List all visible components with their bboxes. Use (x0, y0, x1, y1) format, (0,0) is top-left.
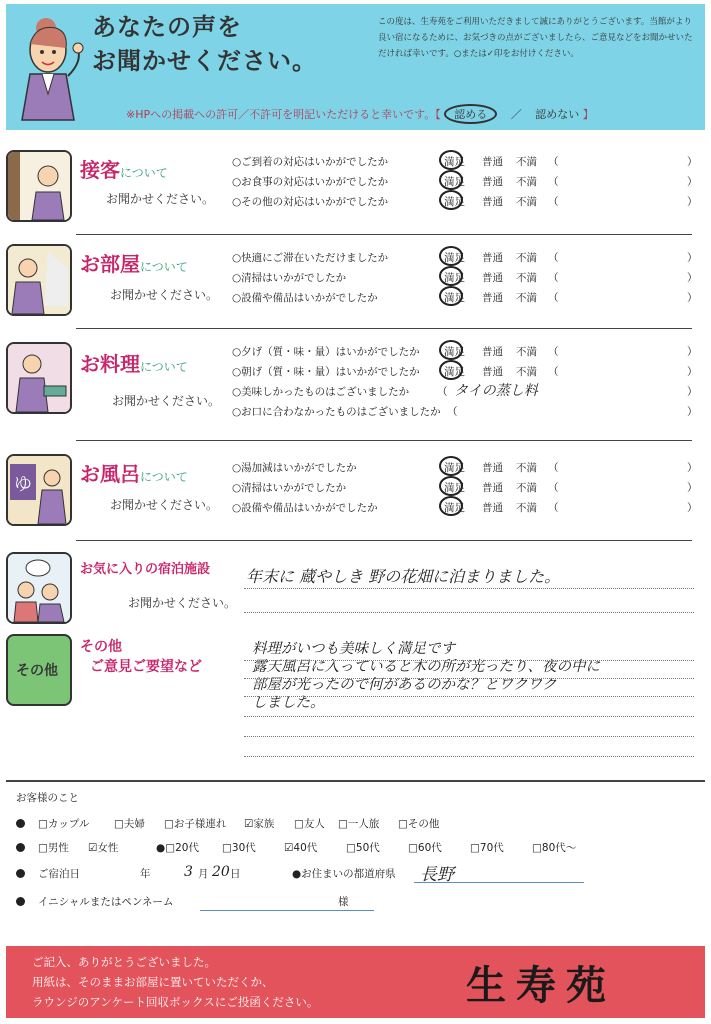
other-comments[interactable]: 料理がいつも美味しく満足です 露天風呂に入っていると木の所が光ったり、夜の中に 部屋が光ったので何があるのかな？とワクワク しました。 (252, 641, 600, 711)
favorite-answer[interactable]: 年末に 蔵やしき 野の花畑に泊まりました。 (246, 567, 561, 586)
companion-family[interactable]: ☑家族 (244, 818, 275, 830)
food-icon (6, 342, 72, 414)
age-80s[interactable]: □80代〜 (532, 842, 577, 854)
option-bad[interactable]: 不満 (516, 482, 537, 494)
option-good[interactable]: 満足 (444, 502, 465, 514)
question-row: ○朝げ（質・味・量）はいかがでしたか 満足 普通 不満 （ ） (232, 362, 702, 380)
service-title: 接客について (80, 158, 168, 182)
option-bad[interactable]: 不満 (516, 366, 537, 378)
question-row: ○夕げ（質・味・量）はいかがでしたか 満足 普通 不満 （ ） (232, 342, 702, 360)
brand-logo: 生寿苑 (466, 962, 616, 1009)
section-divider (76, 440, 692, 441)
option-bad[interactable]: 不満 (516, 156, 537, 168)
option-bad[interactable]: 不満 (516, 462, 537, 474)
answer-line (244, 736, 694, 737)
header-banner (6, 4, 705, 130)
question-row: ○湯加減はいかがでしたか 満足 普通 不満 （ ） (232, 458, 702, 476)
companion-children[interactable]: □お子様連れ (164, 818, 227, 830)
bath-icon (6, 454, 72, 526)
option-normal[interactable]: 普通 (482, 252, 503, 264)
age-50s[interactable]: □50代 (346, 842, 380, 854)
option-normal[interactable]: 普通 (482, 176, 503, 188)
initial-input[interactable] (200, 910, 374, 911)
option-good[interactable]: 満足 (444, 462, 465, 474)
stay-day-value[interactable]: 20 (212, 864, 230, 880)
option-normal[interactable]: 普通 (482, 156, 503, 168)
initial-row (16, 894, 696, 912)
option-good[interactable]: 満足 (444, 156, 465, 168)
option-good[interactable]: 満足 (444, 292, 465, 304)
option-good[interactable]: 満足 (444, 252, 465, 264)
section-divider (76, 540, 692, 541)
bath-title: お風呂について (80, 462, 188, 486)
age-60s[interactable]: □60代 (408, 842, 442, 854)
option-bad[interactable]: 不満 (516, 502, 537, 514)
question-row: ○設備や備品はいかがでしたか 満足 普通 不満 （ ） (232, 288, 702, 306)
option-normal[interactable]: 普通 (482, 292, 503, 304)
option-normal[interactable]: 普通 (482, 272, 503, 284)
room-subtitle: お聞かせください。 (110, 288, 219, 302)
customer-info (6, 780, 705, 940)
hostess-illustration-icon (16, 14, 88, 122)
option-normal[interactable]: 普通 (482, 196, 503, 208)
companion-other[interactable]: □その他 (398, 818, 440, 830)
option-normal[interactable]: 普通 (482, 502, 503, 514)
favorite-title: お気に入りの宿泊施設 (80, 562, 211, 577)
question-row: ○清掃はいかがでしたか 満足 普通 不満 （ ） (232, 478, 702, 496)
service-icon (6, 150, 72, 222)
question-row: ○お口に合わなかったものはございましたか （ ） (232, 406, 698, 418)
question-row: ○設備や備品はいかがでしたか 満足 普通 不満 （ ） (232, 498, 702, 516)
option-good[interactable]: 満足 (444, 346, 465, 358)
permit-end: 】 (582, 108, 594, 121)
companion-solo[interactable]: □一人旅 (338, 818, 380, 830)
svg-text:ゆ: ゆ (14, 474, 32, 495)
answer-line (244, 660, 694, 661)
bath-subtitle: お聞かせください。 (110, 498, 219, 512)
page-title (92, 10, 317, 78)
option-bad[interactable]: 不満 (516, 346, 537, 358)
permit-no-option[interactable]: 認めない (535, 108, 580, 121)
service-subtitle: お聞かせください。 (106, 192, 215, 206)
age-30s[interactable]: □30代 (222, 842, 256, 854)
companion-married[interactable]: □夫婦 (114, 818, 145, 830)
room-icon (6, 244, 72, 316)
favorite-icon (6, 552, 72, 624)
question-row: ○ご到着の対応はいかがでしたか 満足 普通 不満 （ ） (232, 152, 702, 170)
question-row: ○その他の対応はいかがでしたか 満足 普通 不満 （ ） (232, 192, 702, 210)
favorite-subtitle: お聞かせください。 (128, 596, 237, 610)
stay-label: ご宿泊日 (38, 868, 80, 880)
answer-line (244, 756, 694, 757)
option-bad[interactable]: 不満 (516, 176, 537, 188)
prefecture-value[interactable]: 長野 (420, 865, 454, 885)
answer-line (244, 678, 694, 679)
customer-title: お客様のこと (16, 792, 79, 804)
gender-male[interactable]: □男性 (38, 842, 69, 854)
option-bad[interactable]: 不満 (516, 272, 537, 284)
other-title: その他 ご意見ご要望など (80, 639, 202, 675)
stay-day-label: 日 (230, 868, 241, 880)
answer-line (244, 696, 694, 697)
title-line2: お聞かせください。 (92, 47, 317, 75)
option-normal[interactable]: 普通 (482, 482, 503, 494)
option-bad[interactable]: 不満 (516, 292, 537, 304)
option-normal[interactable]: 普通 (482, 462, 503, 474)
permit-yes-option[interactable]: 認める (444, 104, 497, 124)
stay-month-value[interactable]: 3 (184, 864, 193, 880)
age-70s[interactable]: □70代 (470, 842, 504, 854)
age-20s[interactable]: ●□20代 (156, 842, 199, 854)
stay-row (16, 866, 696, 884)
other-icon-label: その他 (16, 663, 58, 679)
option-normal[interactable]: 普通 (482, 366, 503, 378)
question-row: ○清掃はいかがでしたか 満足 普通 不満 （ ） (232, 268, 702, 286)
food-subtitle: お聞かせください。 (112, 394, 221, 408)
answer-line (244, 716, 694, 717)
gender-female[interactable]: ☑女性 (88, 842, 119, 854)
stay-month-label: 月 (198, 868, 209, 880)
title-line1: あなたの声を (92, 13, 242, 41)
option-good[interactable]: 満足 (444, 272, 465, 284)
option-good[interactable]: 満足 (444, 176, 465, 188)
initial-label: イニシャルまたはペンネーム (38, 896, 174, 908)
hp-permit-line (126, 104, 594, 124)
companion-friend[interactable]: □友人 (294, 818, 325, 830)
answer-line (244, 588, 694, 589)
permit-text: ※HPへの掲載への許可／不許可を明記いただけると幸いです。【 (126, 108, 441, 121)
favorite-dish-answer[interactable]: タイの蒸し料 (454, 383, 538, 399)
section-divider (76, 234, 692, 235)
section-divider (76, 328, 692, 329)
age-40s[interactable]: ☑40代 (284, 842, 318, 854)
question-row: ○美味しかったものはございましたか （ タイの蒸し料 ） (232, 382, 702, 400)
companion-couple[interactable]: □カップル (38, 818, 90, 830)
prefecture-label: ●お住まいの都道府県 (292, 868, 396, 880)
question-row: ○快適にご滞在いただけましたか 満足 普通 不満 （ ） (232, 248, 702, 266)
permit-separator: ／ (510, 108, 522, 121)
room-title: お部屋について (80, 252, 188, 276)
option-normal[interactable]: 普通 (482, 346, 503, 358)
option-bad[interactable]: 不満 (516, 252, 537, 264)
option-good[interactable]: 満足 (444, 196, 465, 208)
initial-suffix: 様 (338, 896, 349, 908)
stay-year-label: 年 (140, 868, 151, 880)
food-title: お料理について (80, 352, 188, 376)
intro-message: この度は、生寿苑をご利用いただきまして誠にありがとうございます。当館がより良い宿になるために、お気づきの点がございましたら、ご意見などをお聞かせいただければ幸いです。○または✓印をお付けください。 (378, 17, 693, 59)
option-good[interactable]: 満足 (444, 366, 465, 378)
question-row: ○お食事の対応はいかがでしたか 満足 普通 不満 （ ） (232, 172, 702, 190)
option-good[interactable]: 満足 (444, 482, 465, 494)
answer-line (244, 612, 694, 613)
other-icon (6, 634, 72, 706)
footer-message: ご記入、ありがとうございました。 用紙は、そのままお部屋に置いていただくか、 ラウンジのアンケート回収ボックスにご投函ください。 (32, 955, 319, 1009)
footer-banner (6, 946, 705, 1018)
option-bad[interactable]: 不満 (516, 196, 537, 208)
